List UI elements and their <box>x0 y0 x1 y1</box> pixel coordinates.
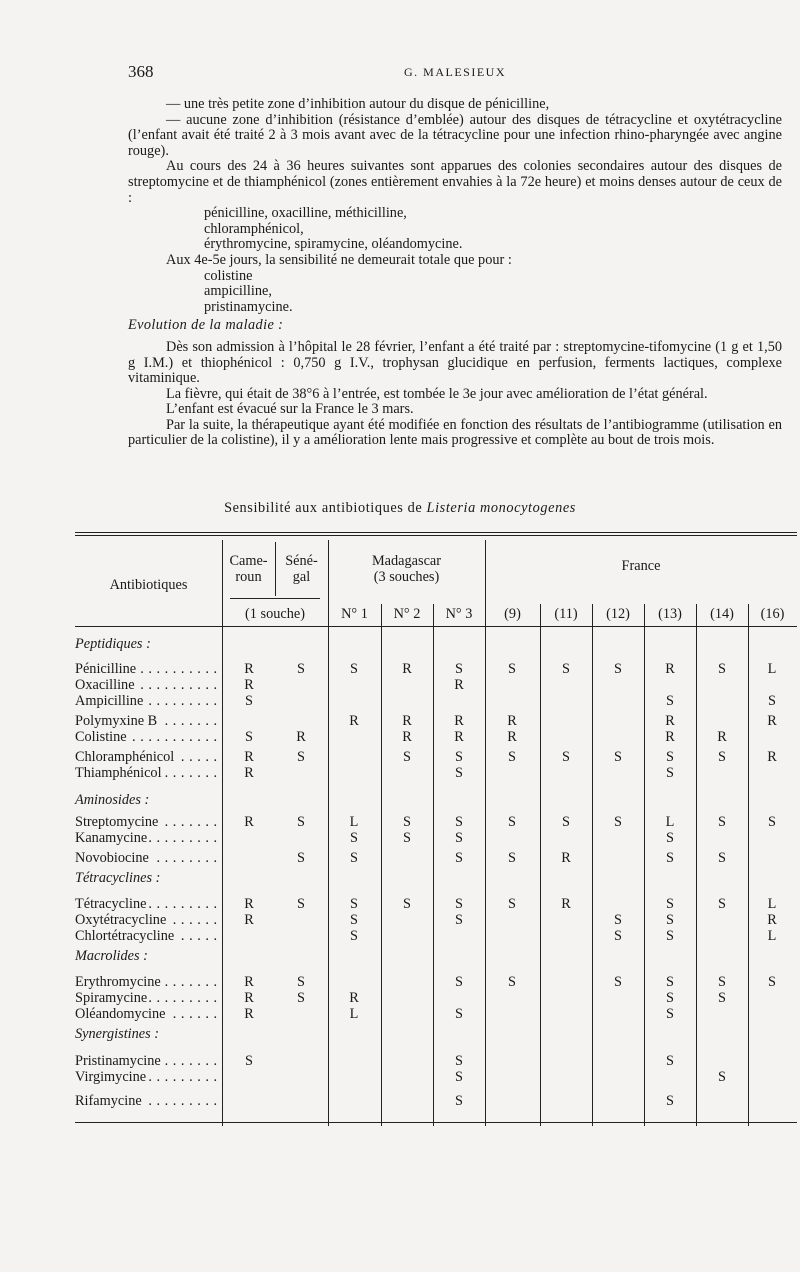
sensitivity-cell: L <box>767 896 777 912</box>
table-row <box>75 1006 797 1022</box>
sensitivity-cell: S <box>666 1093 674 1109</box>
sensitivity-cell: L <box>349 814 359 830</box>
sensitivity-cell: R <box>402 729 412 745</box>
table-bottom-rule <box>75 1122 797 1123</box>
sensitivity-cell: S <box>508 749 516 765</box>
header-cameroun-1: Came- <box>229 553 268 569</box>
sensitivity-cell: R <box>244 749 254 765</box>
antibiotic-name <box>75 1053 220 1069</box>
antibiotic-label: Novobiocine <box>75 850 149 866</box>
table-row <box>75 1069 797 1085</box>
antibiotic-label: Oxytétracycline <box>75 912 167 928</box>
sensitivity-cell: R <box>665 729 675 745</box>
list-item: chloramphénicol, <box>204 220 304 237</box>
sensitivity-cell: S <box>350 850 358 866</box>
header-senegal-1: Séné- <box>285 553 318 569</box>
sensitivity-cell: S <box>666 1053 674 1069</box>
antibiotic-label: Chlortétracycline <box>75 928 175 944</box>
antibiotic-name <box>75 830 220 846</box>
sensitivity-cell: L <box>767 661 777 677</box>
page-header <box>128 62 782 84</box>
paragraph: Au cours des 24 à 36 heures suivantes sont apparues des colonies secondaires autour des disques de streptomycine et de thiamphénicol (zones entièrement envahies à la 72e heure) et moins denses autour de ceux de : <box>128 158 782 206</box>
sensitivity-cell: S <box>297 990 305 1006</box>
antibiotic-label: Streptomycine <box>75 814 159 830</box>
table-row <box>75 896 797 912</box>
sensitivity-cell: S <box>403 830 411 846</box>
sensitivity-cell: S <box>508 661 516 677</box>
list-item: ampicilline, <box>204 283 272 300</box>
table-row <box>75 850 797 866</box>
header-france-9: (9) <box>504 606 521 622</box>
sensitivity-cell: S <box>508 814 516 830</box>
sensitivity-cell: S <box>508 896 516 912</box>
header-cameroun-2: roun <box>235 569 262 585</box>
sensitivity-cell: R <box>244 814 254 830</box>
sensitivity-cell: S <box>666 850 674 866</box>
sensitivity-cell: S <box>455 1093 463 1109</box>
table-row <box>75 912 797 928</box>
sensitivity-cell: S <box>718 990 726 1006</box>
sensitivity-cell: R <box>454 677 464 693</box>
antibiotic-label: Oléandomycine <box>75 1006 166 1022</box>
list-item: érythromycine, spiramycine, oléandomycine. <box>204 236 463 253</box>
antibiotic-name <box>75 749 220 765</box>
antibiotic-label: Tétracycline <box>75 896 147 912</box>
header-madagascar: Madagascar <box>371 553 442 569</box>
sensitivity-cell: S <box>666 749 674 765</box>
sensitivity-cell: R <box>717 729 727 745</box>
sensitivity-cell: S <box>350 912 358 928</box>
antibiotic-name <box>75 896 220 912</box>
table-row <box>75 661 797 677</box>
paragraph: Dès son admission à l’hôpital le 28 février, l’enfant a été traité par : streptomycine-tifomycine (1 g et 1,50 g I.M.) et thiophénicol : 0,750 g I.V., trophysan glucidique en perfusion, ferments lactiques, complexe vitaminique. <box>128 338 782 387</box>
sensitivity-cell: S <box>718 749 726 765</box>
paragraph: La fièvre, qui était de 38°6 à l’entrée, est tombée le 3e jour avec amélioration de l’état général. <box>166 385 708 402</box>
sensitivity-cell: S <box>455 974 463 990</box>
antibiotic-label: Erythromycine <box>75 974 161 990</box>
sensitivity-cell: R <box>454 729 464 745</box>
sensitivity-cell: S <box>403 749 411 765</box>
sensitivity-cell: R <box>665 713 675 729</box>
sensitivity-cell: R <box>349 713 359 729</box>
sensitivity-cell: S <box>403 814 411 830</box>
sensitivity-cell: S <box>297 814 305 830</box>
sensitivity-cell: R <box>665 661 675 677</box>
group-heading: Aminosides : <box>75 792 150 808</box>
header-mad-n1: N° 1 <box>341 606 368 622</box>
sensitivity-cell: R <box>244 896 254 912</box>
sensitivity-cell: S <box>666 693 674 709</box>
antibiotic-name <box>75 928 220 944</box>
antibiotic-label: Kanamycine <box>75 830 148 846</box>
sensitivity-cell: S <box>297 661 305 677</box>
table-row <box>75 1053 797 1069</box>
sensitivity-cell: R <box>454 713 464 729</box>
antibiotic-name <box>75 765 220 781</box>
header-france: France <box>621 558 661 574</box>
antibiotic-name <box>75 1006 220 1022</box>
caption-species: Listeria monocytogenes <box>426 500 576 516</box>
table-row <box>75 974 797 990</box>
sensitivity-cell: L <box>665 814 675 830</box>
group-heading: Peptidiques : <box>75 636 151 652</box>
sensitivity-cell: S <box>350 896 358 912</box>
antibiotic-name <box>75 912 220 928</box>
sensitivity-cell: S <box>562 814 570 830</box>
antibiotic-name <box>75 814 220 830</box>
table-row <box>75 677 797 693</box>
antibiotic-name <box>75 1069 220 1085</box>
sensitivity-cell: R <box>507 713 517 729</box>
sensitivity-cell: R <box>402 661 412 677</box>
body-text <box>128 97 782 449</box>
section-heading <box>128 318 782 334</box>
sensitivity-cell: R <box>244 974 254 990</box>
header-france-12: (12) <box>606 606 630 622</box>
sensitivity-cell: S <box>350 661 358 677</box>
page-number: 368 <box>128 62 154 81</box>
header-mad-n2: N° 2 <box>393 606 421 622</box>
header-france-14: (14) <box>710 606 734 622</box>
sensitivity-cell: S <box>297 974 305 990</box>
table-row <box>75 814 797 830</box>
sensitivity-cell: S <box>768 974 776 990</box>
table-row <box>75 729 797 745</box>
antibiotic-label: Rifamycine <box>75 1093 142 1109</box>
antibiotic-name <box>75 1093 220 1109</box>
sensitivity-cell: S <box>245 693 253 709</box>
sensitivity-cell: S <box>614 749 622 765</box>
table-caption <box>0 500 800 517</box>
sensitivity-cell: S <box>718 850 726 866</box>
table-row <box>75 928 797 944</box>
sensitivity-cell: S <box>666 974 674 990</box>
sensitivity-cell: S <box>666 1006 674 1022</box>
header-senegal-2: gal <box>292 569 311 585</box>
sensitivity-cell: S <box>562 661 570 677</box>
sensitivity-cell: R <box>349 990 359 1006</box>
sensitivity-cell: S <box>614 912 622 928</box>
sensitivity-cell: S <box>455 912 463 928</box>
sensitivity-cell: R <box>402 713 412 729</box>
list-item: pristinamycine. <box>204 298 293 315</box>
sensitivity-cell: S <box>508 850 516 866</box>
header-one-strain: (1 souche) <box>245 606 305 622</box>
header-france-16: (16) <box>760 606 785 622</box>
antibiotic-name <box>75 729 220 745</box>
header-bottom-rule <box>75 626 797 627</box>
antibiotic-label: Pristinamycine <box>75 1053 161 1069</box>
header-mad-n3: N° 3 <box>445 606 473 622</box>
antibiotic-label: Oxacilline <box>75 677 135 693</box>
antibiotic-label: Pénicilline <box>75 661 137 677</box>
group-heading: Tétracyclines : <box>75 870 161 886</box>
table-row <box>75 749 797 765</box>
table-row <box>75 1093 797 1109</box>
sensitivity-cell: S <box>455 765 463 781</box>
sensitivity-cell: S <box>245 729 253 745</box>
sensitivity-cell: S <box>718 1069 726 1085</box>
antibiotic-label: Spiramycine <box>75 990 148 1006</box>
header-antibiotiques: Antibiotiques <box>109 577 188 593</box>
antibiotic-name <box>75 990 220 1006</box>
paragraph: — une très petite zone d’inhibition autour du disque de pénicilline, <box>166 96 550 112</box>
sensitivity-cell: S <box>666 765 674 781</box>
antibiotic-label: Chloramphénicol <box>75 749 175 765</box>
sensitivity-cell: S <box>768 693 776 709</box>
sensitivity-cell: S <box>614 974 622 990</box>
sensitivity-cell: S <box>297 749 305 765</box>
header-rule <box>230 598 320 599</box>
sensitivity-cell: R <box>767 713 777 729</box>
sensitivity-cell: S <box>455 749 463 765</box>
paragraph: L’enfant est évacué sur la France le 3 mars. <box>166 401 414 418</box>
sensitivity-cell: L <box>349 1006 359 1022</box>
antibiotic-name <box>75 974 220 990</box>
antibiotic-label: Thiamphénicol <box>75 765 162 781</box>
sensitivity-cell: L <box>767 928 777 944</box>
sensitivity-cell: R <box>507 729 517 745</box>
sensitivity-cell: S <box>508 974 516 990</box>
group-heading: Synergistines : <box>75 1026 160 1042</box>
sensitivity-cell: S <box>666 830 674 846</box>
paragraph: — aucune zone d’inhibition (résistance d’emblée) autour des disques de tétracycline et oxytétracycline (l’enfant avait été traité 2 à 3 mois avant avec de la tétracycline pour une infection rhino-pharyngée avec angine rouge). <box>128 111 782 159</box>
caption-text: Sensibilité aux antibiotiques de <box>224 500 427 516</box>
evolution-title: Evolution de la maladie : <box>128 317 284 334</box>
sensitivity-cell: S <box>403 896 411 912</box>
antibiotic-label: Virgimycine <box>75 1069 147 1085</box>
sensitivity-cell: S <box>614 928 622 944</box>
header-france-13: (13) <box>658 606 682 622</box>
sensitivity-cell: S <box>614 814 622 830</box>
running-head: G. MALESIEUX <box>404 65 506 79</box>
sensitivity-cell: S <box>245 1053 253 1069</box>
antibiotic-name <box>75 850 220 866</box>
sensitivity-cell: R <box>767 912 777 928</box>
sensitivity-cell: R <box>244 677 254 693</box>
antibiotic-name <box>75 693 220 709</box>
sensitivity-cell: S <box>350 830 358 846</box>
sensitivity-cell: R <box>561 850 571 866</box>
sensitivity-cell: S <box>666 990 674 1006</box>
sensitivity-cell: S <box>455 1006 463 1022</box>
sensitivity-cell: R <box>244 990 254 1006</box>
sensitivity-cell: S <box>718 814 726 830</box>
sensitivity-cell: S <box>455 814 463 830</box>
header-france-11: (11) <box>554 606 578 622</box>
group-heading: Macrolides : <box>75 948 148 964</box>
sensitivity-cell: R <box>244 661 254 677</box>
table-row <box>75 693 797 709</box>
sensitivity-cell: R <box>767 749 777 765</box>
sensitivity-cell: S <box>614 661 622 677</box>
sensitivity-cell: R <box>244 912 254 928</box>
sensitivity-cell: S <box>350 928 358 944</box>
sensitivity-cell: S <box>455 661 463 677</box>
antibiotic-label: Colistine <box>75 729 127 745</box>
table-row <box>75 830 797 846</box>
sensitivity-cell: S <box>455 896 463 912</box>
header-madagascar-strains: (3 souches) <box>373 569 440 585</box>
sensitivity-cell: S <box>297 850 305 866</box>
table-row <box>75 765 797 781</box>
sensitivity-cell: S <box>562 749 570 765</box>
antibiotic-label: Polymyxine B <box>75 713 158 729</box>
table-top-rule <box>75 532 797 533</box>
table-row <box>75 713 797 729</box>
sensitivity-cell: S <box>455 830 463 846</box>
sensitivity-cell: S <box>455 850 463 866</box>
sensitivity-cell: R <box>244 765 254 781</box>
table-top-rule-double <box>75 535 797 536</box>
paragraph: Par la suite, la thérapeutique ayant été modifiée en fonction des résultats de l’antibiogramme (utilisation en particulier de la colistine), il y a amélioration lente mais progressive et complète au bout de trois mois. <box>128 416 782 449</box>
sensitivity-cell: S <box>666 928 674 944</box>
sensitivity-cell: S <box>455 1053 463 1069</box>
antibiotic-name <box>75 677 220 693</box>
antibiotic-label: Ampicilline <box>75 693 144 709</box>
sensitivity-cell: S <box>666 896 674 912</box>
antibiotic-name <box>75 661 220 677</box>
sensitivity-cell: R <box>244 1006 254 1022</box>
antibiotic-name <box>75 713 220 729</box>
sensitivity-cell: S <box>718 974 726 990</box>
list-item: pénicilline, oxacilline, méthicilline, <box>204 205 407 222</box>
sensitivity-cell: R <box>296 729 306 745</box>
sensitivity-cell: S <box>297 896 305 912</box>
sensitivity-cell: S <box>768 814 776 830</box>
sensitivity-cell: S <box>718 896 726 912</box>
sensitivity-cell: S <box>455 1069 463 1085</box>
list-item: colistine <box>204 267 253 284</box>
sensitivity-cell: S <box>666 912 674 928</box>
paragraph: Aux 4e-5e jours, la sensibilité ne demeurait totale que pour : <box>166 251 512 268</box>
table-row <box>75 990 797 1006</box>
sensitivity-cell: R <box>561 896 571 912</box>
sensitivity-cell: S <box>718 661 726 677</box>
